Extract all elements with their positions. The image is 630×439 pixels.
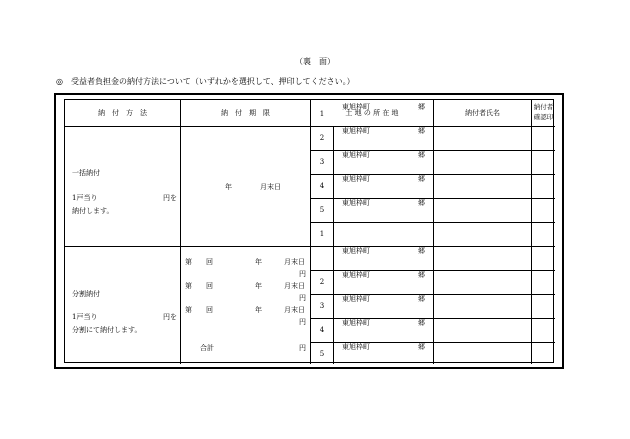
row-unit: 郷 bbox=[418, 127, 425, 135]
header-method: 納 付 方 法 bbox=[98, 109, 147, 117]
lump-period: 年 月末日 bbox=[225, 183, 281, 191]
header-land: 土 地 の 所 在 地 bbox=[345, 109, 399, 117]
row-unit: 郷 bbox=[418, 295, 425, 303]
row-town: 東旭枠町 bbox=[342, 271, 370, 279]
header-confirm-1: 納付者 bbox=[533, 103, 554, 111]
term-yen: 円 bbox=[299, 270, 306, 278]
row-town: 東旭枠町 bbox=[342, 319, 370, 327]
row-number: 5 bbox=[319, 206, 325, 214]
row-town: 東旭枠町 bbox=[342, 295, 370, 303]
row-number: 1 bbox=[319, 230, 325, 238]
row-unit: 郷 bbox=[418, 343, 425, 351]
row-unit: 郷 bbox=[418, 103, 425, 111]
installment-pay: 分割にて納付します。 bbox=[72, 326, 142, 334]
lump-label: 一括納付 bbox=[72, 169, 100, 177]
row-unit: 郷 bbox=[418, 151, 425, 159]
payment-table bbox=[64, 99, 554, 363]
row-number: 5 bbox=[319, 350, 325, 358]
total-yen: 円 bbox=[299, 344, 306, 352]
lump-pay: 納付します。 bbox=[72, 207, 114, 215]
term-month-end: 月末日 bbox=[284, 306, 305, 314]
term-label: 第 回 bbox=[185, 306, 213, 314]
row-unit: 郷 bbox=[418, 199, 425, 207]
lump-per-house: 1戸当り bbox=[72, 194, 98, 202]
row-town: 東旭枠町 bbox=[342, 247, 370, 255]
header-period: 納 付 期 限 bbox=[221, 109, 270, 117]
total-label: 合計 bbox=[200, 344, 214, 352]
row-unit: 郷 bbox=[418, 319, 425, 327]
row-number: 1 bbox=[319, 110, 325, 118]
form-frame bbox=[54, 93, 564, 369]
row-number: 4 bbox=[319, 326, 325, 334]
installment-per-house: 1戸当り bbox=[72, 313, 98, 321]
row-town: 東旭枠町 bbox=[342, 343, 370, 351]
row-number: 3 bbox=[319, 302, 325, 310]
term-year: 年 bbox=[255, 306, 262, 314]
row-number: 2 bbox=[319, 278, 325, 286]
row-unit: 郷 bbox=[418, 271, 425, 279]
lump-yen: 円を bbox=[163, 194, 177, 202]
row-town: 東旭枠町 bbox=[342, 151, 370, 159]
term-yen: 円 bbox=[299, 294, 306, 302]
row-unit: 郷 bbox=[418, 175, 425, 183]
term-label: 第 回 bbox=[185, 282, 213, 290]
term-year: 年 bbox=[255, 282, 262, 290]
row-unit: 郷 bbox=[418, 247, 425, 255]
row-number: 3 bbox=[319, 158, 325, 166]
instruction-note: ◎ 受益者負担金の納付方法について（いずれかを選択して、押印してください。） bbox=[56, 77, 355, 86]
term-yen: 円 bbox=[299, 318, 306, 326]
header-confirm-2: 確認印 bbox=[533, 113, 554, 121]
installment-label: 分割納付 bbox=[72, 290, 100, 298]
term-month-end: 月末日 bbox=[284, 282, 305, 290]
row-town: 東旭枠町 bbox=[342, 199, 370, 207]
installment-yen: 円を bbox=[163, 313, 177, 321]
row-number: 4 bbox=[319, 182, 325, 190]
row-number: 2 bbox=[319, 134, 325, 142]
row-town: 東旭枠町 bbox=[342, 103, 370, 111]
header-payer: 納付者氏名 bbox=[465, 109, 500, 117]
term-year: 年 bbox=[255, 258, 262, 266]
row-town: 東旭枠町 bbox=[342, 127, 370, 135]
term-label: 第 回 bbox=[185, 258, 213, 266]
page-title: （裏 面） bbox=[295, 57, 335, 66]
term-month-end: 月末日 bbox=[284, 258, 305, 266]
row-town: 東旭枠町 bbox=[342, 175, 370, 183]
